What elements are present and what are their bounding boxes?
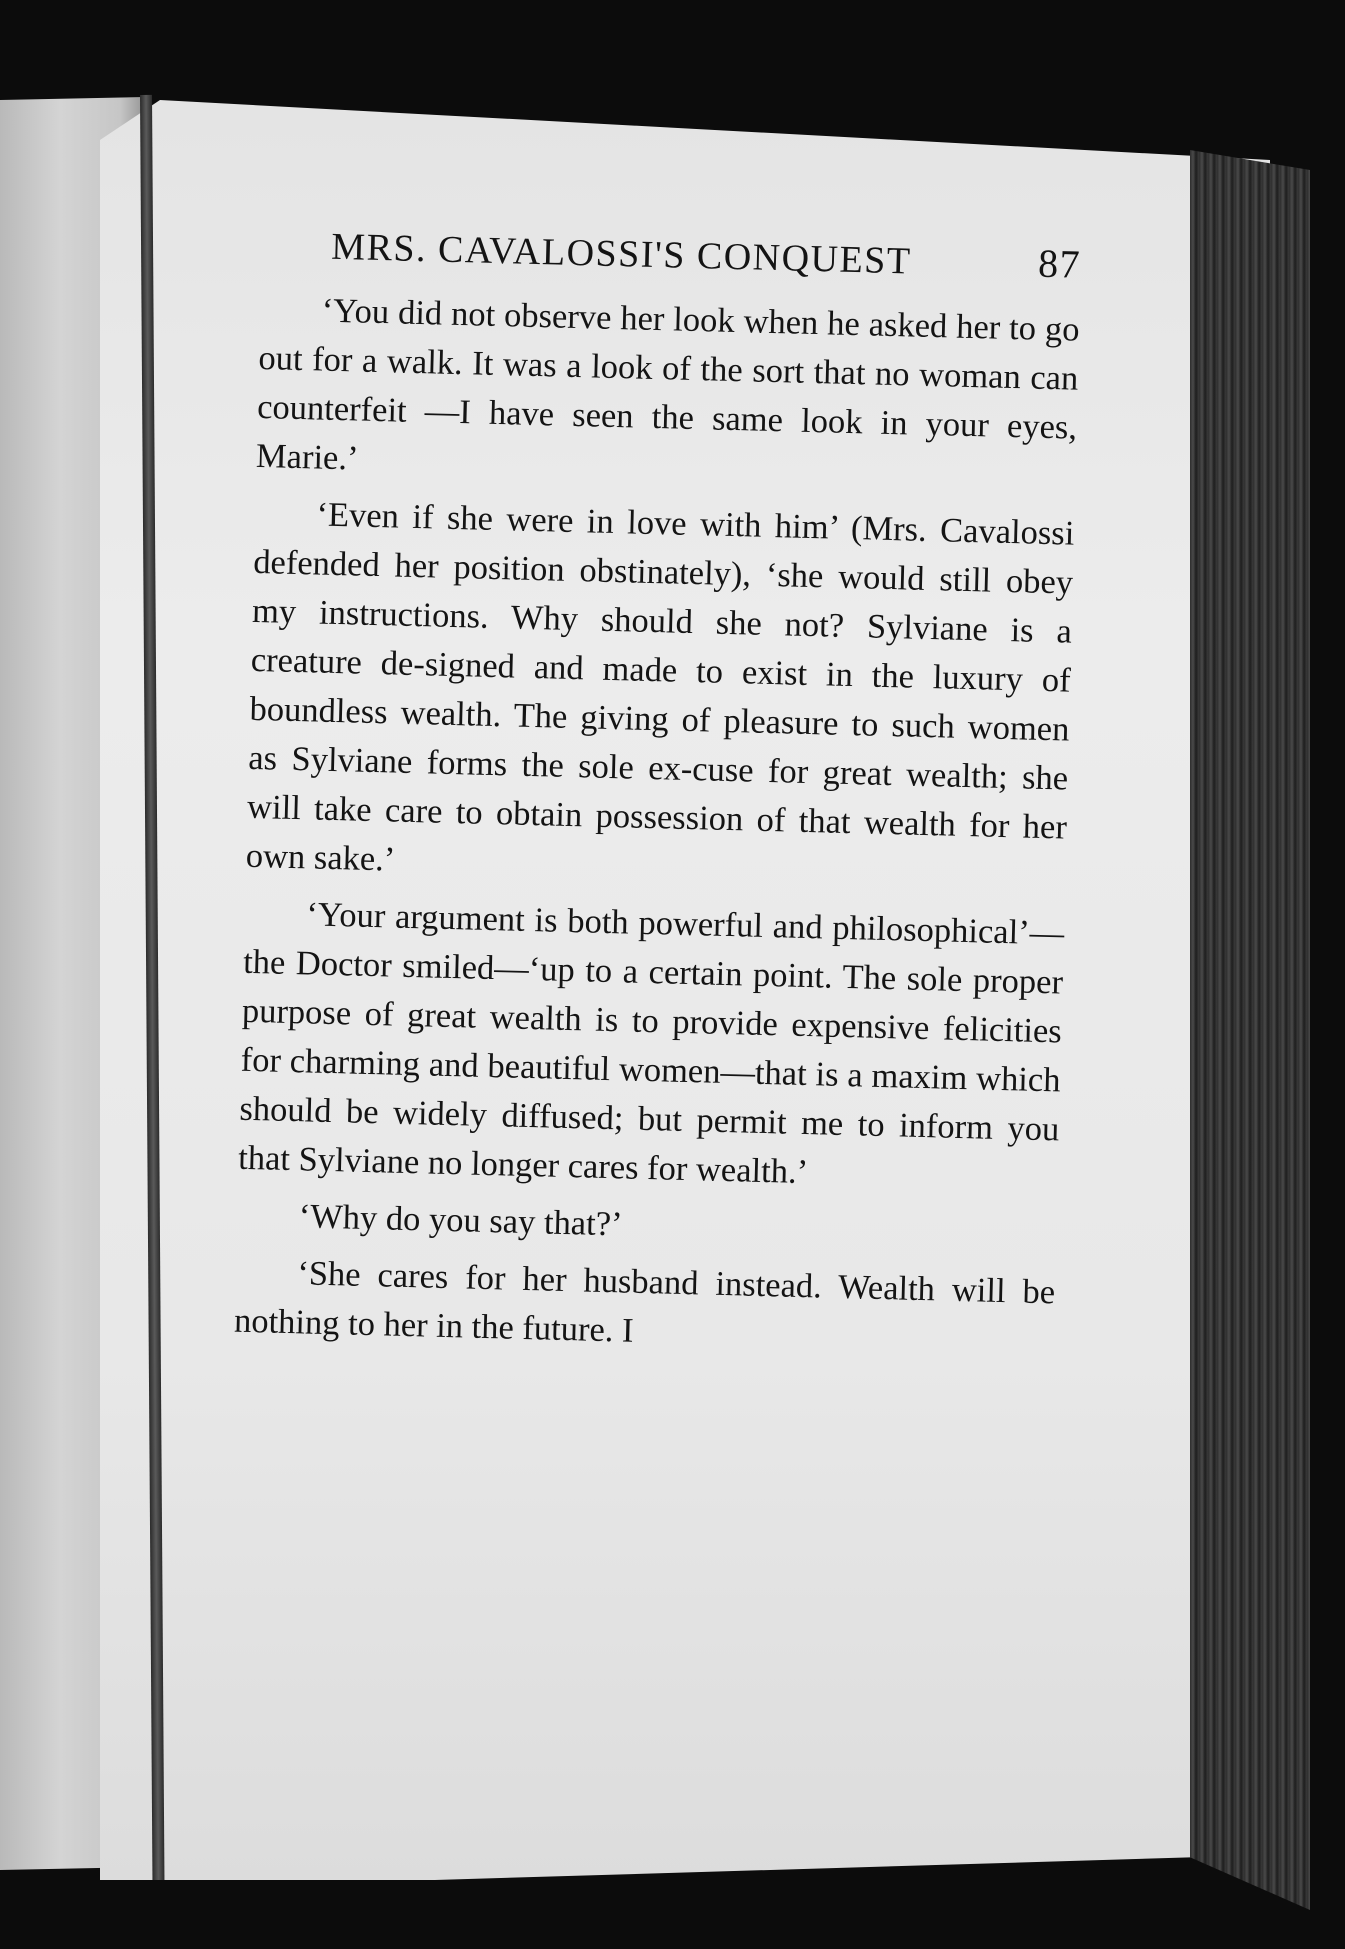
bottom-shadow [60,1880,1210,1949]
paragraph: ‘You did not observe her look when he asked her to go out for a walk. It was a look of the sort that no woman can counterfeit —I have seen the same look in your eyes, Marie.’ [255,291,1080,478]
page-number: 87 [1037,240,1082,287]
page-text [233,220,1081,1374]
paragraph: ‘She cares for her husband instead. Wealth will be nothing to her in the future. I [233,1254,1056,1350]
page-edges-stack [1190,150,1310,1910]
paragraph: ‘Even if she were in love with him’ (Mrs. Cavalossi defended her position obstinately), ‘she would still obey my instructions. Why should she not? Sylviane is a creature de-signed and made to exist in the luxury of boundless wealth. The giving of pleasure to such women as Sylviane forms the sole ex-cuse for great wealth; she will take care to obtain possession of that wealth for her own sake.’ [245,495,1075,879]
running-title: MRS. CAVALOSSI'S CONQUEST [330,225,913,283]
paragraph: ‘Your argument is both powerful and philosophical’—the Doctor smiled—‘up to a certain point. The sole proper purpose of great wealth is to provide expensive felicities for charming and beautiful women—that is a maxim which should be widely diffused; but permit me to inform you that Sylviane no longer cares for wealth.’ [237,895,1065,1192]
paragraph: ‘Why do you say that?’ [298,1197,624,1244]
